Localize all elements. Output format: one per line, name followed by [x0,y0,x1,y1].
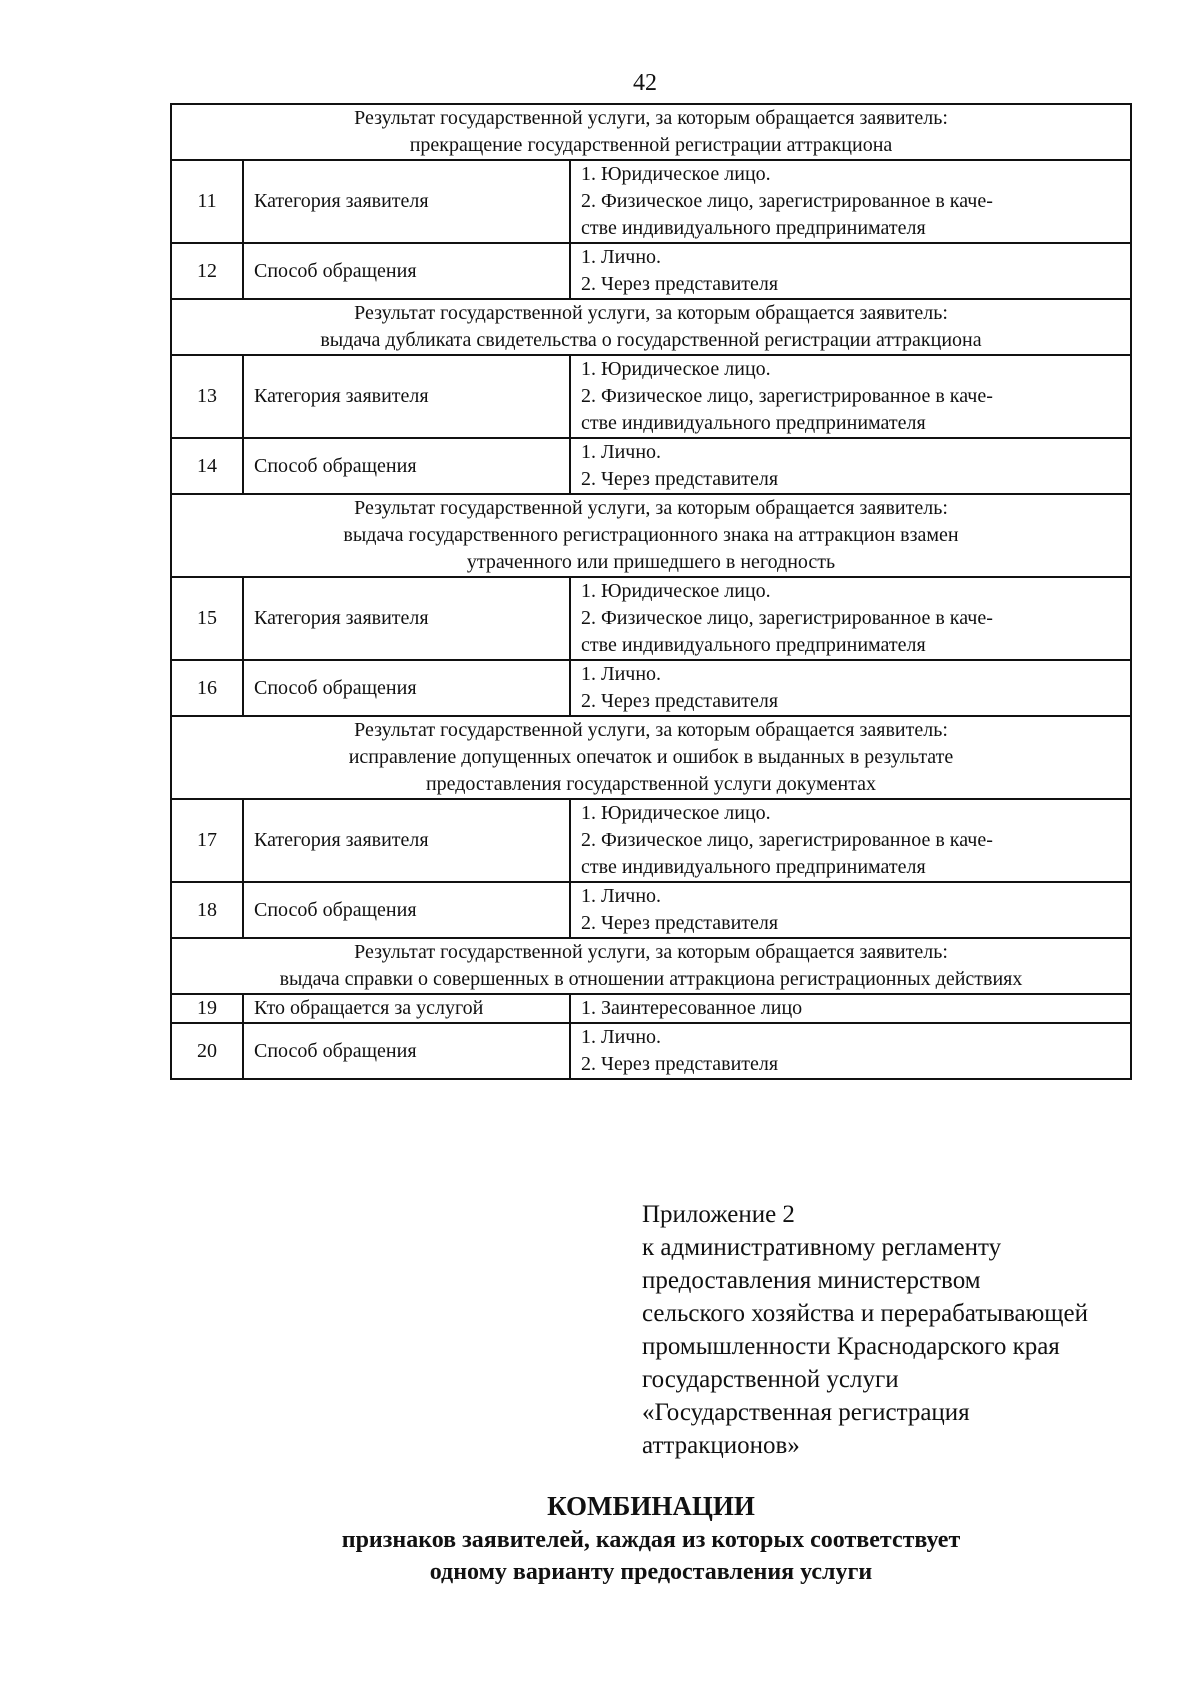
section-header-cell [171,716,1131,799]
table-row [171,994,1131,1023]
section-row [171,716,1131,799]
option-line: 2. Через представителя [581,468,779,490]
row-number: 11 [171,160,243,243]
row-options [570,994,1131,1023]
table-row [171,577,1131,660]
table-row [171,160,1131,243]
row-number: 14 [171,438,243,494]
section-header-line: выдача справки о совершенных в отношении аттракциона регистрационных действиях [279,968,1023,990]
option-line: 1. Лично. [581,441,662,463]
row-label: Способ обращения [243,660,570,716]
section-header-line: Результат государственной услуги, за которым обращается заявитель: [354,719,948,741]
page-number: 42 [633,70,657,96]
row-options [570,882,1131,938]
section-header-line: Результат государственной услуги, за которым обращается заявитель: [354,302,948,324]
section-header-line: выдача государственного регистрационного знака на аттракцион взамен [343,524,959,546]
section-header-cell [171,104,1131,160]
option-line: стве индивидуального предпринимателя [581,856,926,878]
row-options [570,1023,1131,1079]
option-line: 1. Лично. [581,663,662,685]
row-label: Категория заявителя [243,160,570,243]
section-header-line: Результат государственной услуги, за которым обращается заявитель: [354,497,948,519]
section-header-line: исправление допущенных опечаток и ошибок в выданных в результате [348,746,954,768]
option-line: стве индивидуального предпринимателя [581,412,926,434]
row-label: Способ обращения [243,882,570,938]
table-row [171,799,1131,882]
section-header-line: прекращение государственной регистрации аттракциона [409,134,893,156]
table-row [171,660,1131,716]
section-header-line: выдача дубликата свидетельства о государственной регистрации аттракциона [320,329,982,351]
appendix-line: государственной услуги [642,1366,899,1393]
row-label: Категория заявителя [243,355,570,438]
appendix-line: к административному регламенту [642,1234,1002,1261]
row-options [570,799,1131,882]
option-line: 1. Лично. [581,1026,662,1048]
appendix-line: сельского хозяйства и перерабатывающей [642,1300,1089,1327]
section-header-cell [171,938,1131,994]
appendix-line: предоставления министерством [642,1267,981,1294]
row-label: Способ обращения [243,1023,570,1079]
table-body [171,104,1131,1079]
table-row [171,355,1131,438]
row-options [570,660,1131,716]
section-row [171,104,1131,160]
row-number: 15 [171,577,243,660]
row-label: Категория заявителя [243,799,570,882]
row-number: 18 [171,882,243,938]
heading-title: КОМБИНАЦИИ [547,1491,755,1521]
option-line: 1. Лично. [581,885,662,907]
row-options [570,438,1131,494]
table-row [171,882,1131,938]
row-number: 12 [171,243,243,299]
row-options [570,577,1131,660]
table-row [171,438,1131,494]
row-options [570,355,1131,438]
section-header-line: предоставления государственной услуги документах [425,773,877,795]
row-number: 20 [171,1023,243,1079]
appendix-line: аттракционов» [642,1432,800,1459]
option-line: 1. Заинтересованное лицо [581,997,803,1019]
option-line: 1. Юридическое лицо. [581,802,771,824]
appendix-line: Приложение 2 [642,1201,795,1228]
option-line: 2. Физическое лицо, зарегистрированное в каче- [581,607,993,629]
option-line: 2. Через представителя [581,273,779,295]
appendix-line: «Государственная регистрация [642,1399,970,1426]
section-header-line: Результат государственной услуги, за которым обращается заявитель: [354,941,948,963]
appendix-caption [642,1198,1182,1462]
section-row [171,494,1131,577]
heading-subtitle-line: одному варианту предоставления услуги [429,1559,873,1585]
section-row [171,299,1131,355]
section-row [171,938,1131,994]
option-line: стве индивидуального предпринимателя [581,634,926,656]
option-line: стве индивидуального предпринимателя [581,217,926,239]
heading-subtitle-line: признаков заявителей, каждая из которых соответствует [341,1527,961,1553]
row-number: 16 [171,660,243,716]
row-label: Кто обращается за услугой [243,994,570,1023]
option-line: 2. Через представителя [581,1053,779,1075]
row-options [570,243,1131,299]
section-header-cell [171,494,1131,577]
row-label: Способ обращения [243,243,570,299]
section-header-cell [171,299,1131,355]
row-number: 13 [171,355,243,438]
option-line: 1. Лично. [581,246,662,268]
table-row [171,1023,1131,1079]
row-number: 17 [171,799,243,882]
row-options [570,160,1131,243]
option-line: 2. Через представителя [581,912,779,934]
row-number: 19 [171,994,243,1023]
row-label: Категория заявителя [243,577,570,660]
option-line: 2. Физическое лицо, зарегистрированное в каче- [581,385,993,407]
option-line: 2. Через представителя [581,690,779,712]
applicant-combinations-table [170,103,1132,1080]
option-line: 2. Физическое лицо, зарегистрированное в каче- [581,190,993,212]
option-line: 1. Юридическое лицо. [581,163,771,185]
section-header-line: Результат государственной услуги, за которым обращается заявитель: [354,107,948,129]
section-header-line: утраченного или пришедшего в негодность [466,551,836,573]
row-label: Способ обращения [243,438,570,494]
table-row [171,243,1131,299]
section-heading [170,1488,1132,1588]
option-line: 2. Физическое лицо, зарегистрированное в каче- [581,829,993,851]
option-line: 1. Юридическое лицо. [581,580,771,602]
appendix-line: промышленности Краснодарского края [642,1333,1060,1360]
option-line: 1. Юридическое лицо. [581,358,771,380]
